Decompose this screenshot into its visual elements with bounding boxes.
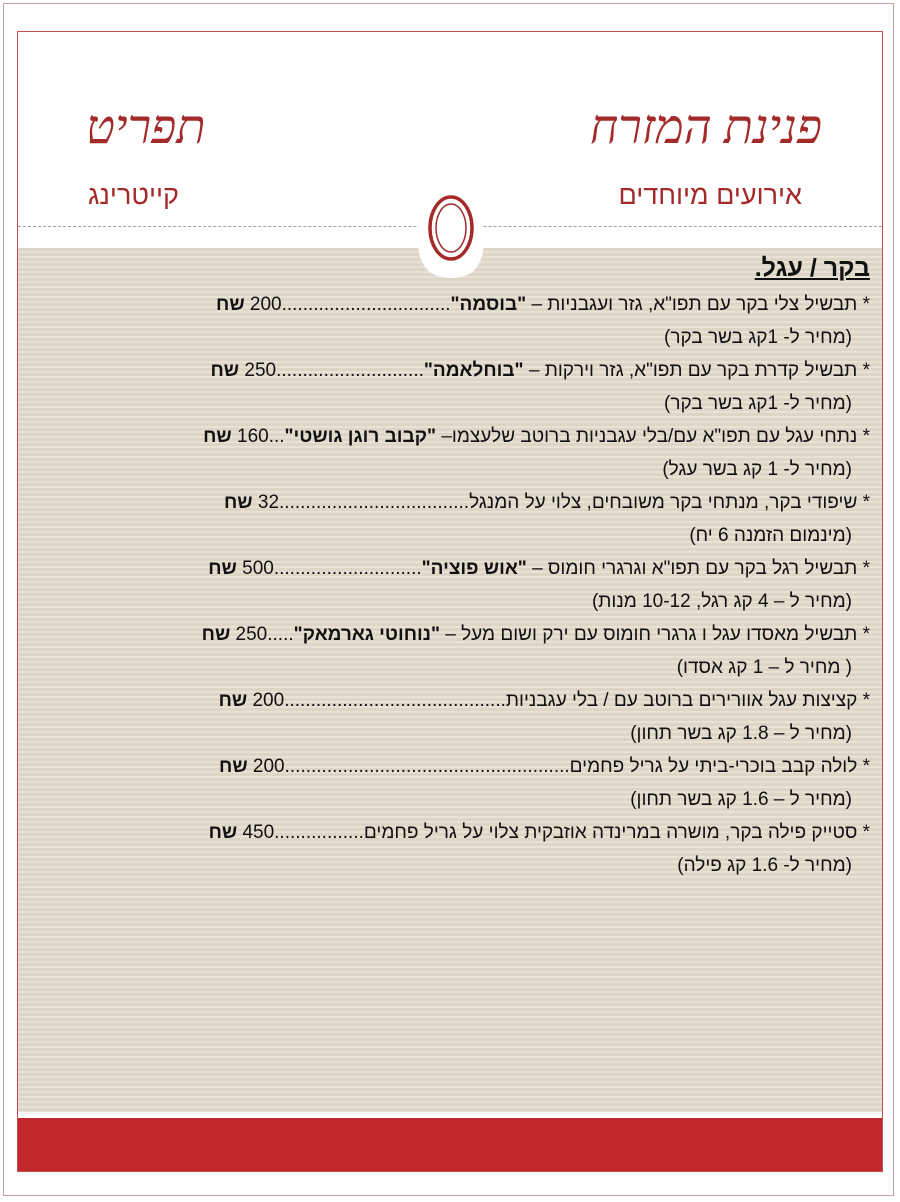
item-unit: שח	[218, 690, 253, 711]
item-price: 160	[237, 426, 269, 447]
item-bullet: *	[857, 294, 870, 315]
item-price: 200	[252, 756, 285, 777]
item-unit: שח	[216, 294, 250, 315]
menu-item	[110, 354, 870, 420]
footer-bar	[18, 1118, 882, 1171]
menu-item-note: (מחיר ל- 1קג בשר בקר)	[664, 393, 852, 414]
item-bullet: *	[857, 756, 870, 777]
item-unit: שח	[203, 426, 237, 447]
item-dots: ............................	[276, 360, 424, 381]
menu-item	[110, 288, 870, 354]
item-description: קציצות עגל אוורירים ברוטב עם / בלי עגבניות	[505, 690, 858, 711]
item-bullet: *	[857, 492, 870, 513]
menu-item	[110, 420, 870, 486]
menu-item	[110, 618, 870, 684]
item-bullet: *	[857, 360, 870, 381]
menu-item-note: (מינמום הזמנה 6 יח)	[689, 525, 852, 546]
item-dots: ...	[268, 426, 285, 447]
menu-item-line	[110, 420, 870, 454]
item-bullet: *	[857, 624, 870, 645]
menu-item-line	[110, 750, 870, 784]
item-dots: ................................	[281, 294, 451, 315]
menu-item	[110, 552, 870, 618]
menu-item-line	[110, 486, 870, 520]
item-price: 450	[242, 822, 275, 843]
item-name: "בוסמה"	[450, 294, 527, 315]
menu-item	[110, 750, 870, 816]
menu-item-line	[110, 816, 870, 850]
menu-item-note: (מחיר ל- 1 קג בשר עגל)	[662, 459, 852, 480]
item-bullet: *	[857, 822, 870, 843]
item-price: 200	[249, 294, 282, 315]
item-dots: ..........................................	[284, 690, 506, 711]
item-bullet: *	[857, 426, 870, 447]
menu-item-line	[110, 288, 870, 322]
item-name: "אוש פוציה"	[421, 558, 527, 579]
item-dots: ......................................................	[284, 756, 570, 777]
item-price: 500	[242, 558, 274, 579]
menu-item-line	[110, 618, 870, 652]
menu-page	[17, 31, 883, 1172]
menu-item	[110, 816, 870, 882]
item-description: תבשיל קדרת בקר עם תפו"א, גזר וירקות –	[523, 360, 858, 381]
item-price: 250	[235, 624, 268, 645]
item-unit: שח	[208, 822, 243, 843]
menu-item-note: (מחיר ל – 1.6 קג בשר תחון)	[630, 789, 852, 810]
item-name: "קבוב רוגן גושטי"	[284, 426, 437, 447]
section-title: בקר / עגל.	[754, 254, 870, 282]
item-name: "נוחוטי גארמאק"	[293, 624, 440, 645]
service-label: קייטרינג	[88, 180, 179, 210]
item-description: סטייק פילה בקר, מושרה במרינדה אוזבקית צלוי על גריל פחמים	[363, 822, 858, 843]
menu-item-note: (מחיר ל – 1.8 קג בשר תחון)	[630, 723, 852, 744]
item-unit: שח	[210, 360, 245, 381]
item-price: 32	[257, 492, 280, 513]
item-dots: ....................................	[279, 492, 470, 513]
menu-item	[110, 684, 870, 750]
item-bullet: *	[857, 690, 870, 711]
tagline: אירועים מיוחדים	[618, 180, 802, 210]
item-dots: .....	[267, 624, 294, 645]
item-description: תבשיל רגל בקר עם תפו"א וגרגרי חומוס –	[526, 558, 858, 579]
menu-item-line	[110, 354, 870, 388]
menu-item-note: (מחיר ל- 1.6 קג פילה)	[677, 855, 852, 876]
item-description: שיפודי בקר, מנתחי בקר משובחים, צלוי על המנגל	[469, 492, 858, 513]
item-description: תבשיל מאסדו עגל ו גרגרי חומוס עם ירק ושום מעל –	[439, 624, 858, 645]
menu-item-line	[110, 552, 870, 586]
oval-ornament-icon	[418, 180, 484, 278]
menu-title: תפריט	[86, 101, 206, 154]
item-description: תבשיל צלי בקר עם תפו"א, גזר ועגבניות –	[526, 294, 858, 315]
menu-item-line	[110, 684, 870, 718]
item-bullet: *	[857, 558, 870, 579]
menu-item-note: (מחיר ל- 1קג בשר בקר)	[664, 327, 852, 348]
item-unit: שח	[224, 492, 258, 513]
item-unit: שח	[201, 624, 236, 645]
brand-title: פנינת המזרח	[589, 101, 822, 154]
item-price: 200	[252, 690, 285, 711]
menu-item-note: ( מחיר ל – 1 קג אסדו)	[676, 657, 852, 678]
item-dots: ............................	[273, 558, 422, 579]
item-name: "בוחלאמה"	[423, 360, 524, 381]
item-price: 250	[244, 360, 277, 381]
item-unit: שח	[219, 756, 253, 777]
menu-item-note: (מחיר ל – 4 קג רגל, 10-12 מנות)	[591, 591, 852, 612]
item-unit: שח	[208, 558, 243, 579]
item-description: לולה קבב בוכרי-ביתי על גריל פחמים	[569, 756, 858, 777]
item-description: נתחי עגל עם תפו"א עם/בלי עגבניות ברוטב שלעצמו–	[436, 426, 858, 447]
menu-item	[110, 486, 870, 552]
item-dots: .................	[274, 822, 364, 843]
